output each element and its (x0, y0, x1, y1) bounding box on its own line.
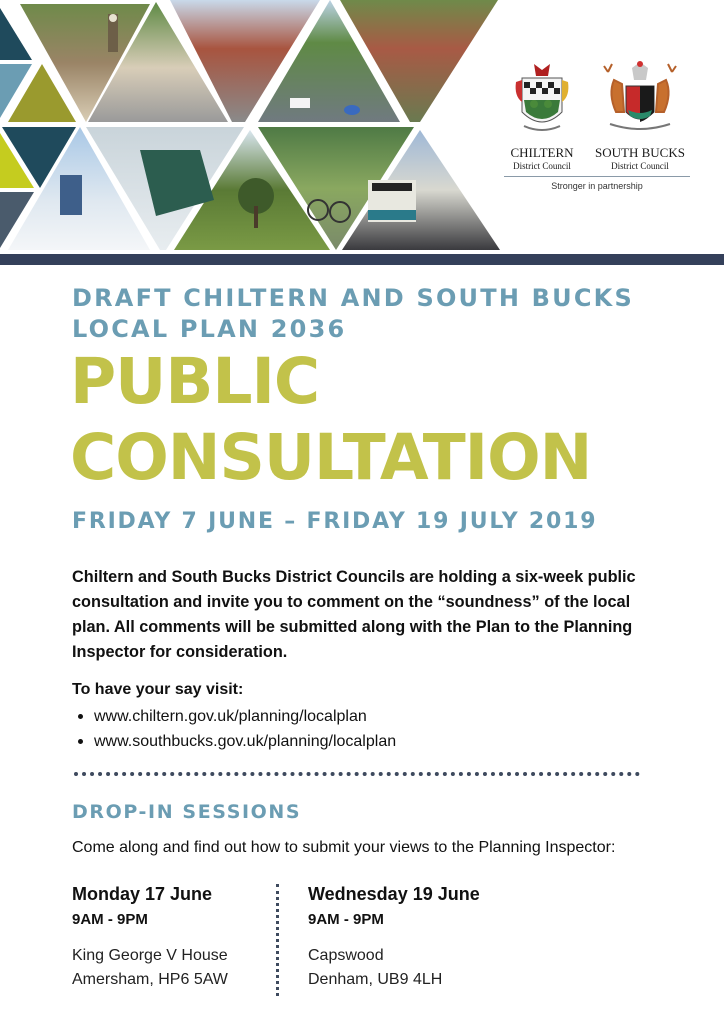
south-bucks-subtitle: District Council (611, 161, 669, 171)
heading-line2: CONSULTATION (70, 421, 592, 494)
website-link-southbucks[interactable] (72, 729, 396, 754)
chiltern-subtitle: District Council (513, 161, 571, 171)
south-bucks-logo-text (588, 146, 692, 173)
dotted-divider (74, 772, 640, 776)
consultation-dates: FRIDAY 7 JUNE – FRIDAY 19 JULY 2019 (72, 509, 598, 534)
chiltern-logo-text (502, 146, 582, 173)
south-bucks-name: SOUTH BUCKS (595, 145, 685, 160)
venue-address: Amersham, HP6 5AW (72, 971, 228, 988)
session-day: Wednesday 19 June (308, 884, 480, 904)
partnership-tagline: Stronger in partnership (551, 181, 643, 191)
chiltern-name: CHILTERN (510, 145, 574, 160)
intro-paragraph: Chiltern and South Bucks District Councils are holding a six-week public consultation and invite you to comment on the “soundness” of the local plan. All comments will be submitted along with the Plan to the Planning Inspector for consideration. (72, 568, 636, 661)
venue-name: Capswood (308, 947, 384, 964)
drop-in-sessions-heading: DROP-IN SESSIONS (72, 801, 302, 823)
plan-title-line1: DRAFT CHILTERN AND SOUTH BUCKS (72, 284, 634, 312)
session-venue (308, 944, 480, 992)
heading-line1: PUBLIC (70, 345, 320, 418)
session-wednesday (308, 882, 480, 992)
have-your-say-heading: To have your say visit: (72, 681, 244, 698)
consultation-heading (70, 344, 591, 496)
header-collage (0, 0, 724, 254)
link-text[interactable]: www.southbucks.gov.uk/planning/localplan (94, 733, 397, 750)
logo-divider (504, 176, 690, 177)
session-day: Monday 17 June (72, 884, 213, 904)
session-venue (72, 944, 228, 992)
council-logos (500, 60, 700, 200)
website-link-chiltern[interactable] (72, 704, 396, 729)
header-band (0, 254, 724, 265)
venue-address: Denham, UB9 4LH (308, 971, 443, 988)
plan-title (72, 283, 634, 345)
venue-name: King George V House (72, 947, 228, 964)
south-bucks-crest-icon (600, 60, 680, 138)
bullet-icon (78, 714, 83, 719)
plan-title-line2: LOCAL PLAN 2036 (72, 315, 347, 343)
website-links (72, 704, 396, 754)
session-monday (72, 882, 228, 992)
sessions-intro: Come along and find out how to submit your views to the Planning Inspector: (72, 839, 616, 856)
session-time: 9AM - 9PM (308, 911, 384, 928)
chiltern-crest-icon (512, 60, 572, 138)
bullet-icon (78, 739, 83, 744)
session-time: 9AM - 9PM (72, 911, 148, 928)
sessions-dotted-divider (276, 884, 279, 996)
link-text[interactable]: www.chiltern.gov.uk/planning/localplan (94, 708, 367, 725)
